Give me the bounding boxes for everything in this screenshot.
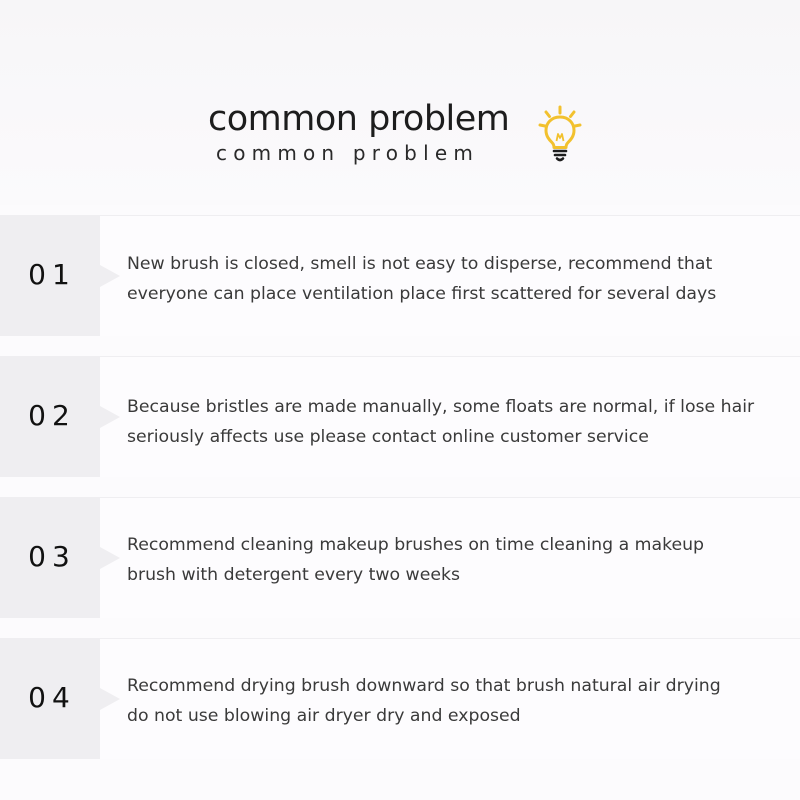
item-number: 04 xyxy=(28,681,76,714)
item-number: 02 xyxy=(28,399,76,432)
item-text-line: Recommend cleaning makeup brushes on time cleaning a makeup xyxy=(127,535,705,555)
item-text-line: do not use blowing air dryer dry and exposed xyxy=(127,706,521,726)
header xyxy=(0,0,800,205)
item-text-line: Because bristles are made manually, some floats are normal, if lose hair xyxy=(127,397,755,417)
page-title: common problem xyxy=(208,99,510,139)
item-text xyxy=(127,530,787,590)
item-text-line: Recommend drying brush downward so that brush natural air drying xyxy=(127,676,721,696)
item-number-box xyxy=(0,357,100,477)
faq-item-3 xyxy=(0,497,800,618)
item-text xyxy=(127,392,787,452)
item-text-line: everyone can place ventilation place first scattered for several days xyxy=(127,284,717,304)
item-text xyxy=(127,249,787,309)
lightbulb-icon xyxy=(534,104,586,164)
item-number-box xyxy=(0,639,100,759)
page-subtitle: common problem xyxy=(216,141,480,165)
item-text-line: New brush is closed, smell is not easy to disperse, recommend that xyxy=(127,254,713,274)
item-number-box xyxy=(0,498,100,618)
item-number: 03 xyxy=(28,540,76,573)
faq-item-4 xyxy=(0,638,800,759)
faq-item-2 xyxy=(0,356,800,477)
faq-item-1 xyxy=(0,215,800,336)
item-number-box xyxy=(0,216,100,336)
item-text-line: seriously affects use please contact online customer service xyxy=(127,427,649,447)
item-text-line: brush with detergent every two weeks xyxy=(127,565,460,585)
item-number: 01 xyxy=(28,258,76,291)
item-text xyxy=(127,671,787,731)
